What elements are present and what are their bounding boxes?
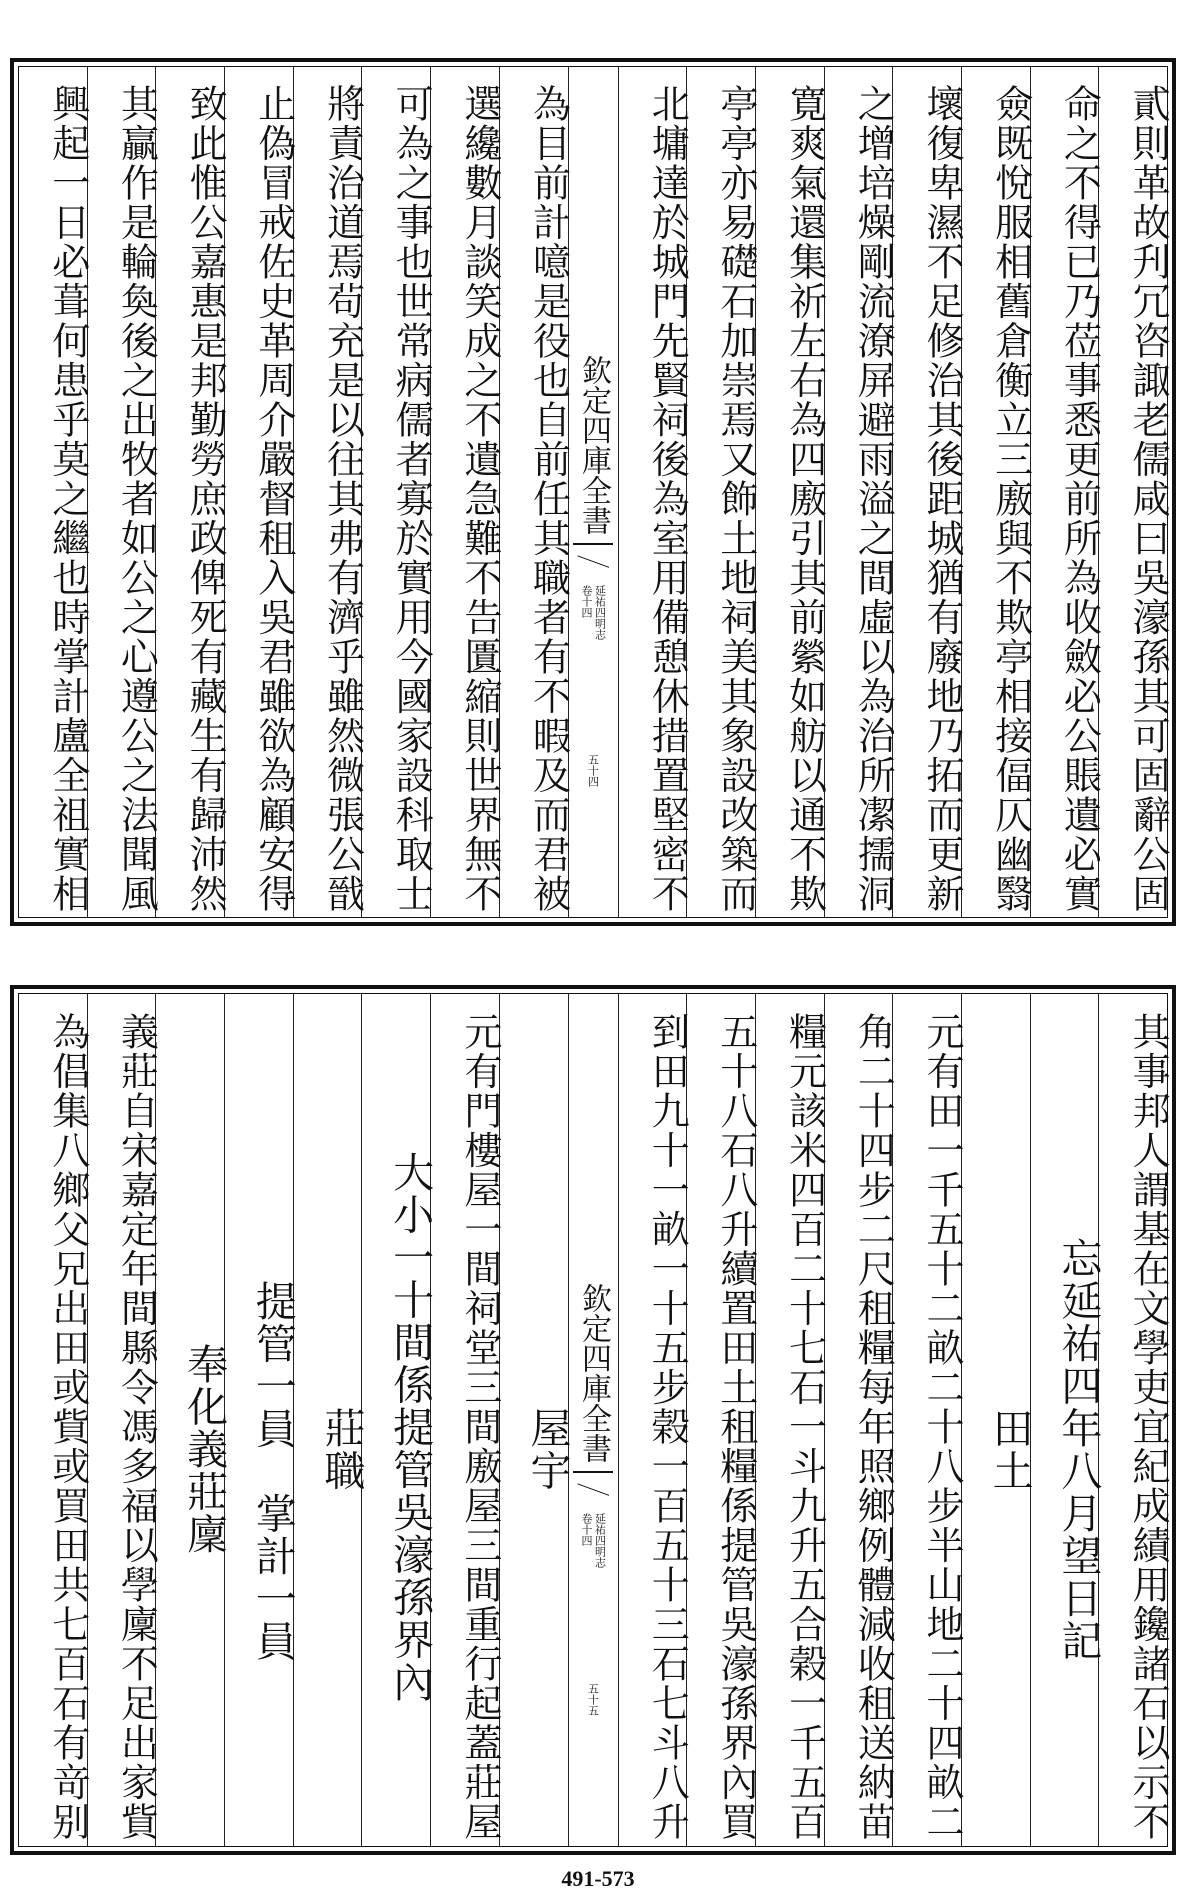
- text-column: 到田九十一畝一十五步榖一百五十三石七斗八升: [618, 994, 687, 1846]
- folio-number: 五十四: [586, 754, 600, 787]
- center-fold-column: [568, 994, 618, 1846]
- upper-page: [10, 58, 1176, 926]
- text-column: 僉既悅服相舊倉衡立三廒與不欺亭相接偪仄幽翳: [961, 67, 1030, 917]
- text-column: 義莊自宋嘉定年間縣令馮多福以學廩不足出家貲: [87, 994, 156, 1846]
- text-column: 可為之事也世常病儒者寡於實用今國家設科取士: [361, 67, 430, 917]
- text-column: 壞復卑濕不足修治其後距城猶有廢地乃拓而更新: [892, 67, 961, 917]
- folio-number: 五十五: [586, 1683, 600, 1716]
- text-column: 大小一十間係提管吳濠孫界內: [361, 994, 430, 1846]
- text-column: 提管一員 掌計一員: [224, 994, 293, 1846]
- volume-number: 卷十四: [580, 584, 593, 618]
- text-column: 糧元該米四百二十七石一斗九升五合榖一千五百: [755, 994, 824, 1846]
- section-heading: 奉化義莊廩: [155, 994, 224, 1846]
- text-column: 貳則革故刋冗咨諏老儒咸曰吳濠孫其可固辭公固: [1098, 67, 1167, 917]
- page-footer-number: 491-573: [561, 1866, 635, 1891]
- text-column: 寛爽氣還集祈左右為四廒引其前縈如舫以通不欺: [755, 67, 824, 917]
- text-column: 其事邦人謂基在文學吏宜紀成績用鑱諸石以示不: [1098, 994, 1167, 1846]
- text-column: 亭亭亦易礎石加崇焉又飾土地祠美其象設改築而: [686, 67, 755, 917]
- lower-page: [10, 985, 1176, 1855]
- text-column: 命之不得已乃莅事悉更前所為收斂必公賬遺必實: [1030, 67, 1099, 917]
- book-title: 欽定四庫全書: [576, 1282, 611, 1463]
- text-column: 元有田一千五十二畝二十八步半山地二十四畝二: [892, 994, 961, 1846]
- volume-title: 延祐四明志: [593, 584, 607, 640]
- text-column: 選纔數月談笑成之不遺急難不告匱縮則世界無不: [430, 67, 499, 917]
- text-column: 止偽冒戒佐史革周介嚴督租入吳君雖欲為顧安得: [224, 67, 293, 917]
- volume-number: 卷十四: [580, 1512, 593, 1546]
- fish-tail-mark: [573, 1471, 613, 1507]
- text-column: 興起一日必葺何患乎莫之繼也時掌計盧全祖實相: [45, 84, 90, 914]
- text-column: 將責治道焉茍充是以往其弗有濟乎雖然微張公戩: [293, 67, 362, 917]
- volume-title: 延祐四明志: [593, 1512, 607, 1568]
- upper-page-columns: [18, 66, 1168, 918]
- text-column: 為目前計噫是役也自前任其職者有不暇及而君被: [499, 67, 568, 917]
- lower-page-columns: [18, 993, 1168, 1847]
- section-heading: 田土: [961, 994, 1030, 1846]
- text-column: 忘延祐四年八月望日記: [1030, 994, 1099, 1846]
- text-column: 其贏作是輪奐後之出牧者如公之心遵公之法聞風: [87, 67, 156, 917]
- text-column: 元有門樓屋一間祠堂三間廒屋三間重行起蓋莊屋: [430, 994, 499, 1846]
- fish-tail-mark: [573, 543, 613, 579]
- text-column: 之增培燥剛流潦屏避雨溢之間虛以為治所㓗擩洞: [824, 67, 893, 917]
- text-column: 五十八石八升續置田土租糧係提管吳濠孫界內買: [686, 994, 755, 1846]
- text-column: 北墉達於城門先賢祠後為室用備憩休措置堅密不: [618, 67, 687, 917]
- text-column: 致此惟公嘉惠是邦勤勞庶政俾死有藏生有歸沛然: [155, 67, 224, 917]
- book-title: 欽定四庫全書: [576, 354, 611, 535]
- section-heading: 屋宇: [499, 994, 568, 1846]
- text-column: 角二十四步二尺租糧每年照鄉例體減收租送納苗: [824, 994, 893, 1846]
- text-column: 為倡集八鄉父兄出田或貲或買田共七百石有竒别: [45, 1012, 90, 1842]
- section-heading: 莊職: [293, 994, 362, 1846]
- volume-info: [580, 1513, 605, 1568]
- center-fold-column: [568, 67, 618, 917]
- volume-info: [580, 585, 605, 640]
